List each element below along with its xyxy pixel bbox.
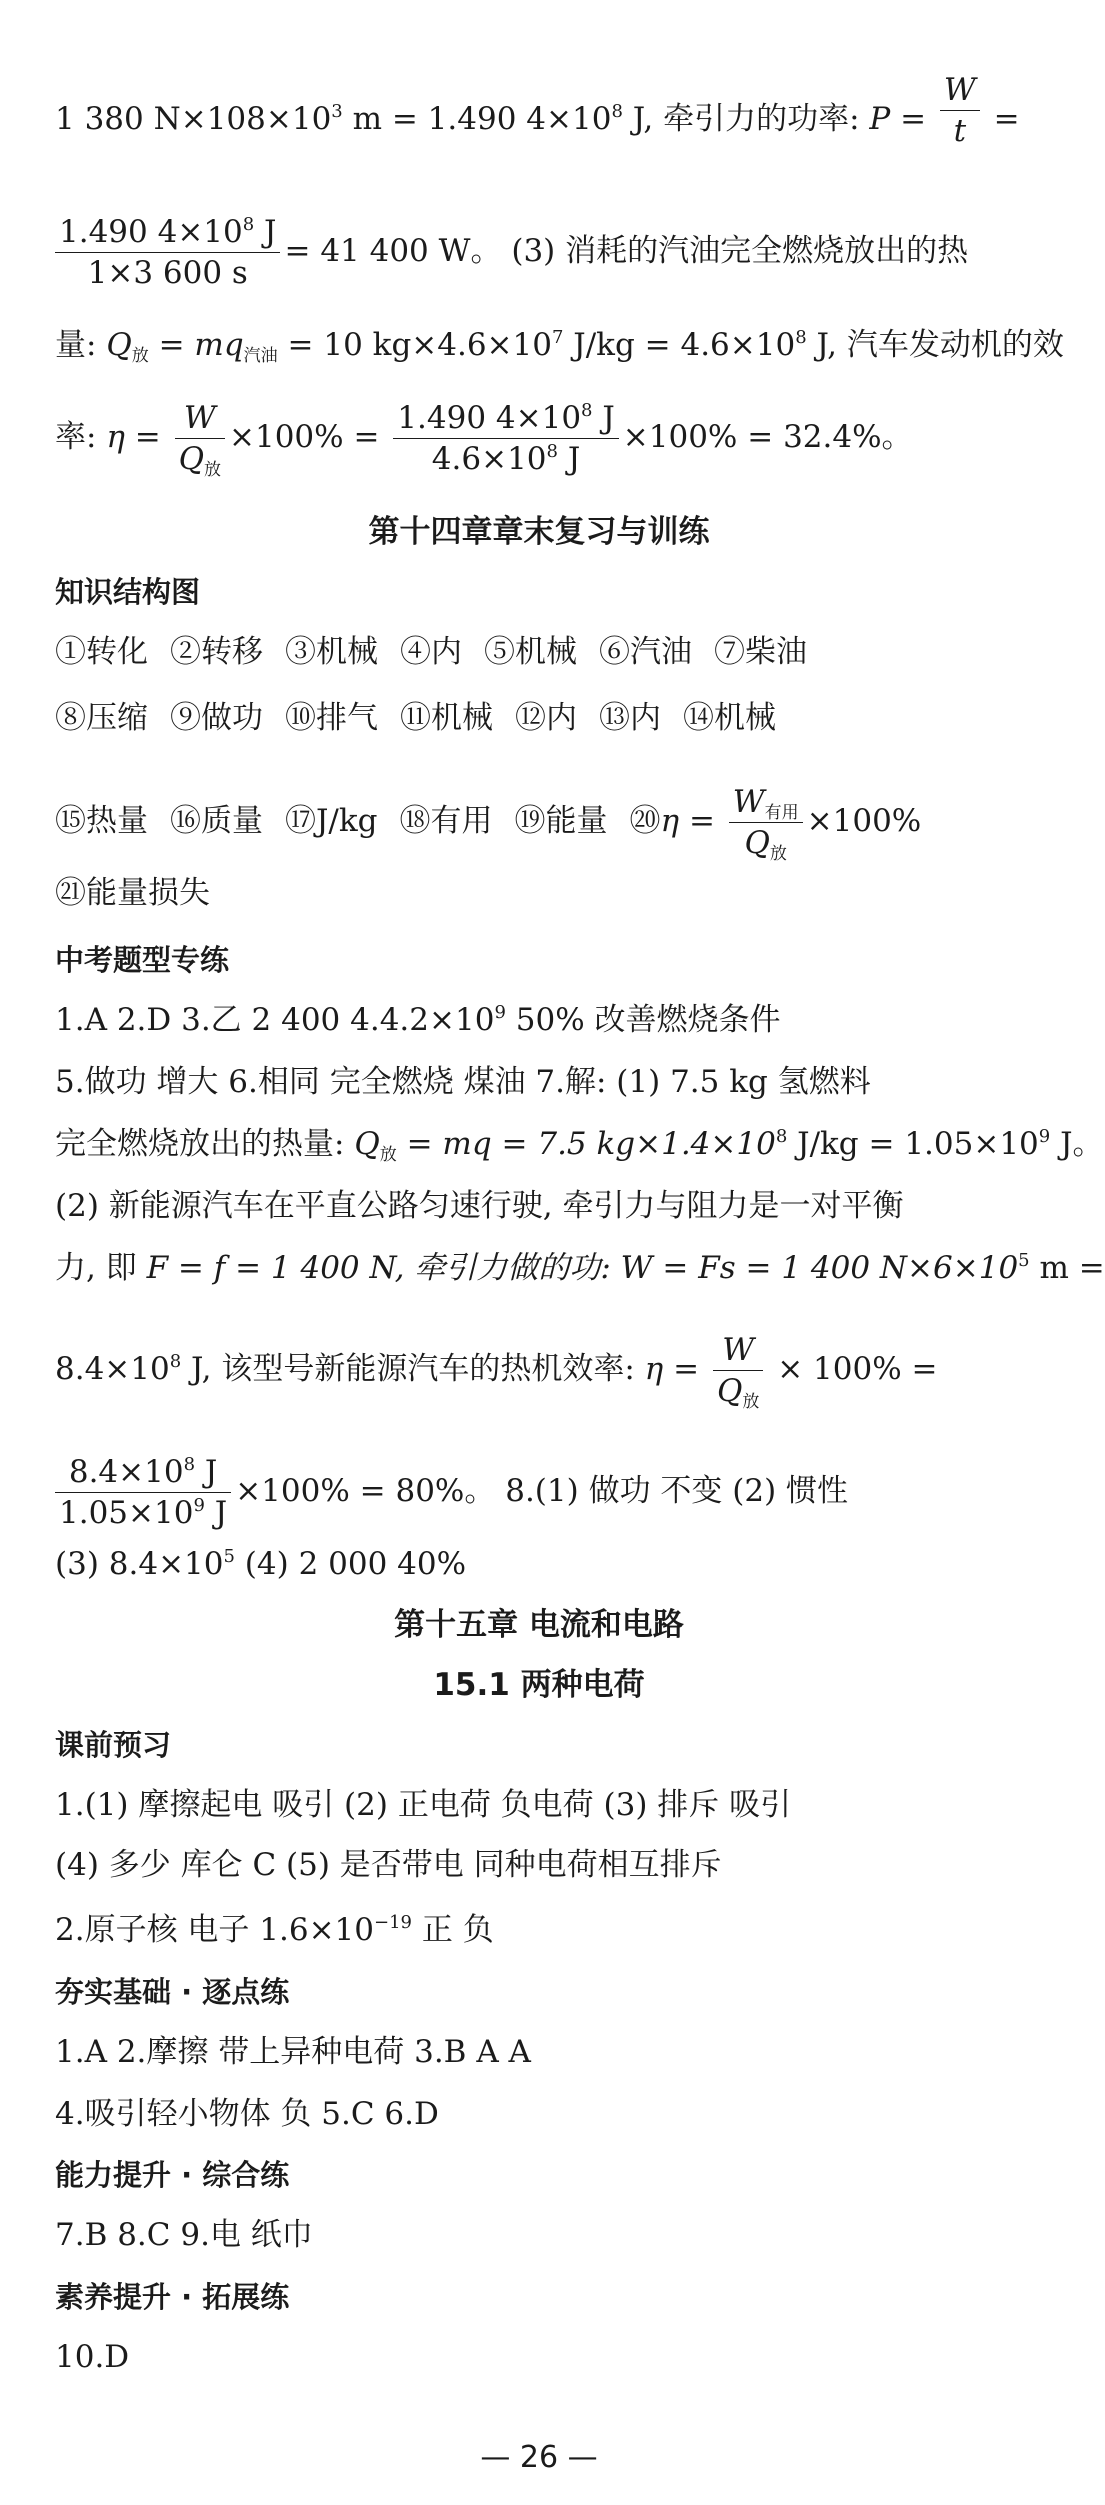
answer-line: 完全燃烧放出的热量: $Q_放$ = mq = 7.5 $kg\times 1.4\times 10^8$ $J/kg = 1.05\times 10^9$ J。 (55, 1126, 1104, 1165)
fraction: $\frac{8.4\times 10^8 J}{1.05\times 10^9 J}$ (55, 1452, 231, 1533)
answer-line: 4.吸引轻小物体 负 5.C 6.D (55, 2096, 439, 2132)
section-heading-ability: 能力提升 · 综合练 (55, 2158, 290, 2192)
answer-row: ㉑能量损失 (55, 875, 210, 911)
page-number: — 26 — (480, 2440, 598, 2475)
answer-line: 2.原子核 电子 $1.6\times 10^{-19}$ 正 负 (55, 1912, 494, 1948)
fraction: $\frac{1.490 4\times 10^8 J}{1\times 3 600 s}$ (55, 212, 280, 293)
section-heading-exam-practice: 中考题型专练 (55, 943, 230, 977)
fraction: $\frac{1.490 4\times 10^8 J}{4.6\times 10^8 J}$ (393, 398, 618, 479)
answer-row: ①转化 ②转移 ③机械 ④内 ⑤机械 ⑥汽油 ⑦柴油 (55, 634, 807, 670)
answer-line: (4) 多少 库仑 C (5) 是否带电 同种电荷相互排斥 (55, 1847, 722, 1883)
answer-line: 力, 即 F = f = 1 400 N, 牵引力做的功: W = Fs = 1 400 $N\times 6\times 10^5$ m = (55, 1250, 1105, 1286)
chapter-15-title: 第十五章 电流和电路 (394, 1607, 684, 1643)
section-heading-preview: 课前预习 (55, 1728, 172, 1762)
text-line: 率: η = $\frac{W}{Q_放}$ ×100% = $\frac{1.490 4\times 10^8 J}{4.6\times 10^8 J}$ ×100% = 32.4%。 (55, 400, 913, 480)
answer-line: 7.B 8.C 9.电 纸巾 (55, 2217, 313, 2253)
answer-line: (2) 新能源汽车在平直公路匀速行驶, 牵引力与阻力是一对平衡 (55, 1188, 904, 1224)
answer-line: 1.(1) 摩擦起电 吸引 (2) 正电荷 负电荷 (3) 排斥 吸引 (55, 1787, 792, 1823)
answer-line: 1.A 2.摩擦 带上异种电荷 3.B A A (55, 2034, 531, 2070)
section-heading-knowledge-structure: 知识结构图 (55, 575, 201, 609)
answer-line: 10.D (55, 2339, 130, 2375)
answer-line: 5.做功 增大 6.相同 完全燃烧 煤油 7.解: (1) 7.5 kg 氢燃料 (55, 1064, 871, 1100)
text-line: 量: $Q_放 = mq_{汽油} = 10$ $kg\times 4.6\times 10^7$ $J/kg = 4.6\times 10^8$ J, 汽车发动机的效 (55, 327, 1064, 366)
fraction: $\frac{W}{t}$ (940, 70, 980, 151)
answer-line: $8.4\times 10^8$ J, 该型号新能源汽车的热机效率: η = $\frac{W}{Q_放}$ × 100% = (55, 1332, 938, 1412)
fraction: $\frac{W_{有用}}{Q_放}$ (729, 782, 803, 863)
answer-line: 1.A 2.D 3.乙 2 400 $4.4.2\times 10^9$ 50% 改善燃烧条件 (55, 1002, 781, 1038)
section-title: 15.1 两种电荷 (433, 1667, 645, 1703)
answer-row: ⑮热量 ⑯质量 ⑰J/kg ⑱有用 ⑲能量 ⑳η = $\frac{W_{有用}}{Q_放}$ ×100% (55, 784, 922, 864)
text-line: 1 380 $N\times 108\times 10^3$ m = 1.490 $4\times 10^8$ J, 牵引力的功率: P = $\frac{W}{t}$ = (55, 72, 1020, 149)
fraction: $\frac{W}{Q_放}$ (175, 398, 225, 479)
fraction: $\frac{W}{Q_放}$ (713, 1330, 763, 1411)
section-heading-literacy: 素养提升 · 拓展练 (55, 2280, 290, 2314)
text-line: $\frac{1.490 4\times 10^8 J}{1\times 3 600 s}$ = 41 400 W。 (3) 消耗的汽油完全燃烧放出的热 (55, 212, 1038, 293)
section-heading-basics: 夯实基础 · 逐点练 (55, 1975, 290, 2009)
chapter-14-title: 第十四章章末复习与训练 (368, 514, 710, 550)
answer-line: (3) $8.4\times 10^5$ (4) 2 000 40% (55, 1546, 467, 1582)
answer-line: $\frac{8.4\times 10^8 J}{1.05\times 10^9 J}$ ×100% = 80%。 8.(1) 做功 不变 (2) 惯性 (55, 1452, 1038, 1533)
answer-row: ⑧压缩 ⑨做功 ⑩排气 ⑪机械 ⑫内 ⑬内 ⑭机械 (55, 700, 776, 736)
